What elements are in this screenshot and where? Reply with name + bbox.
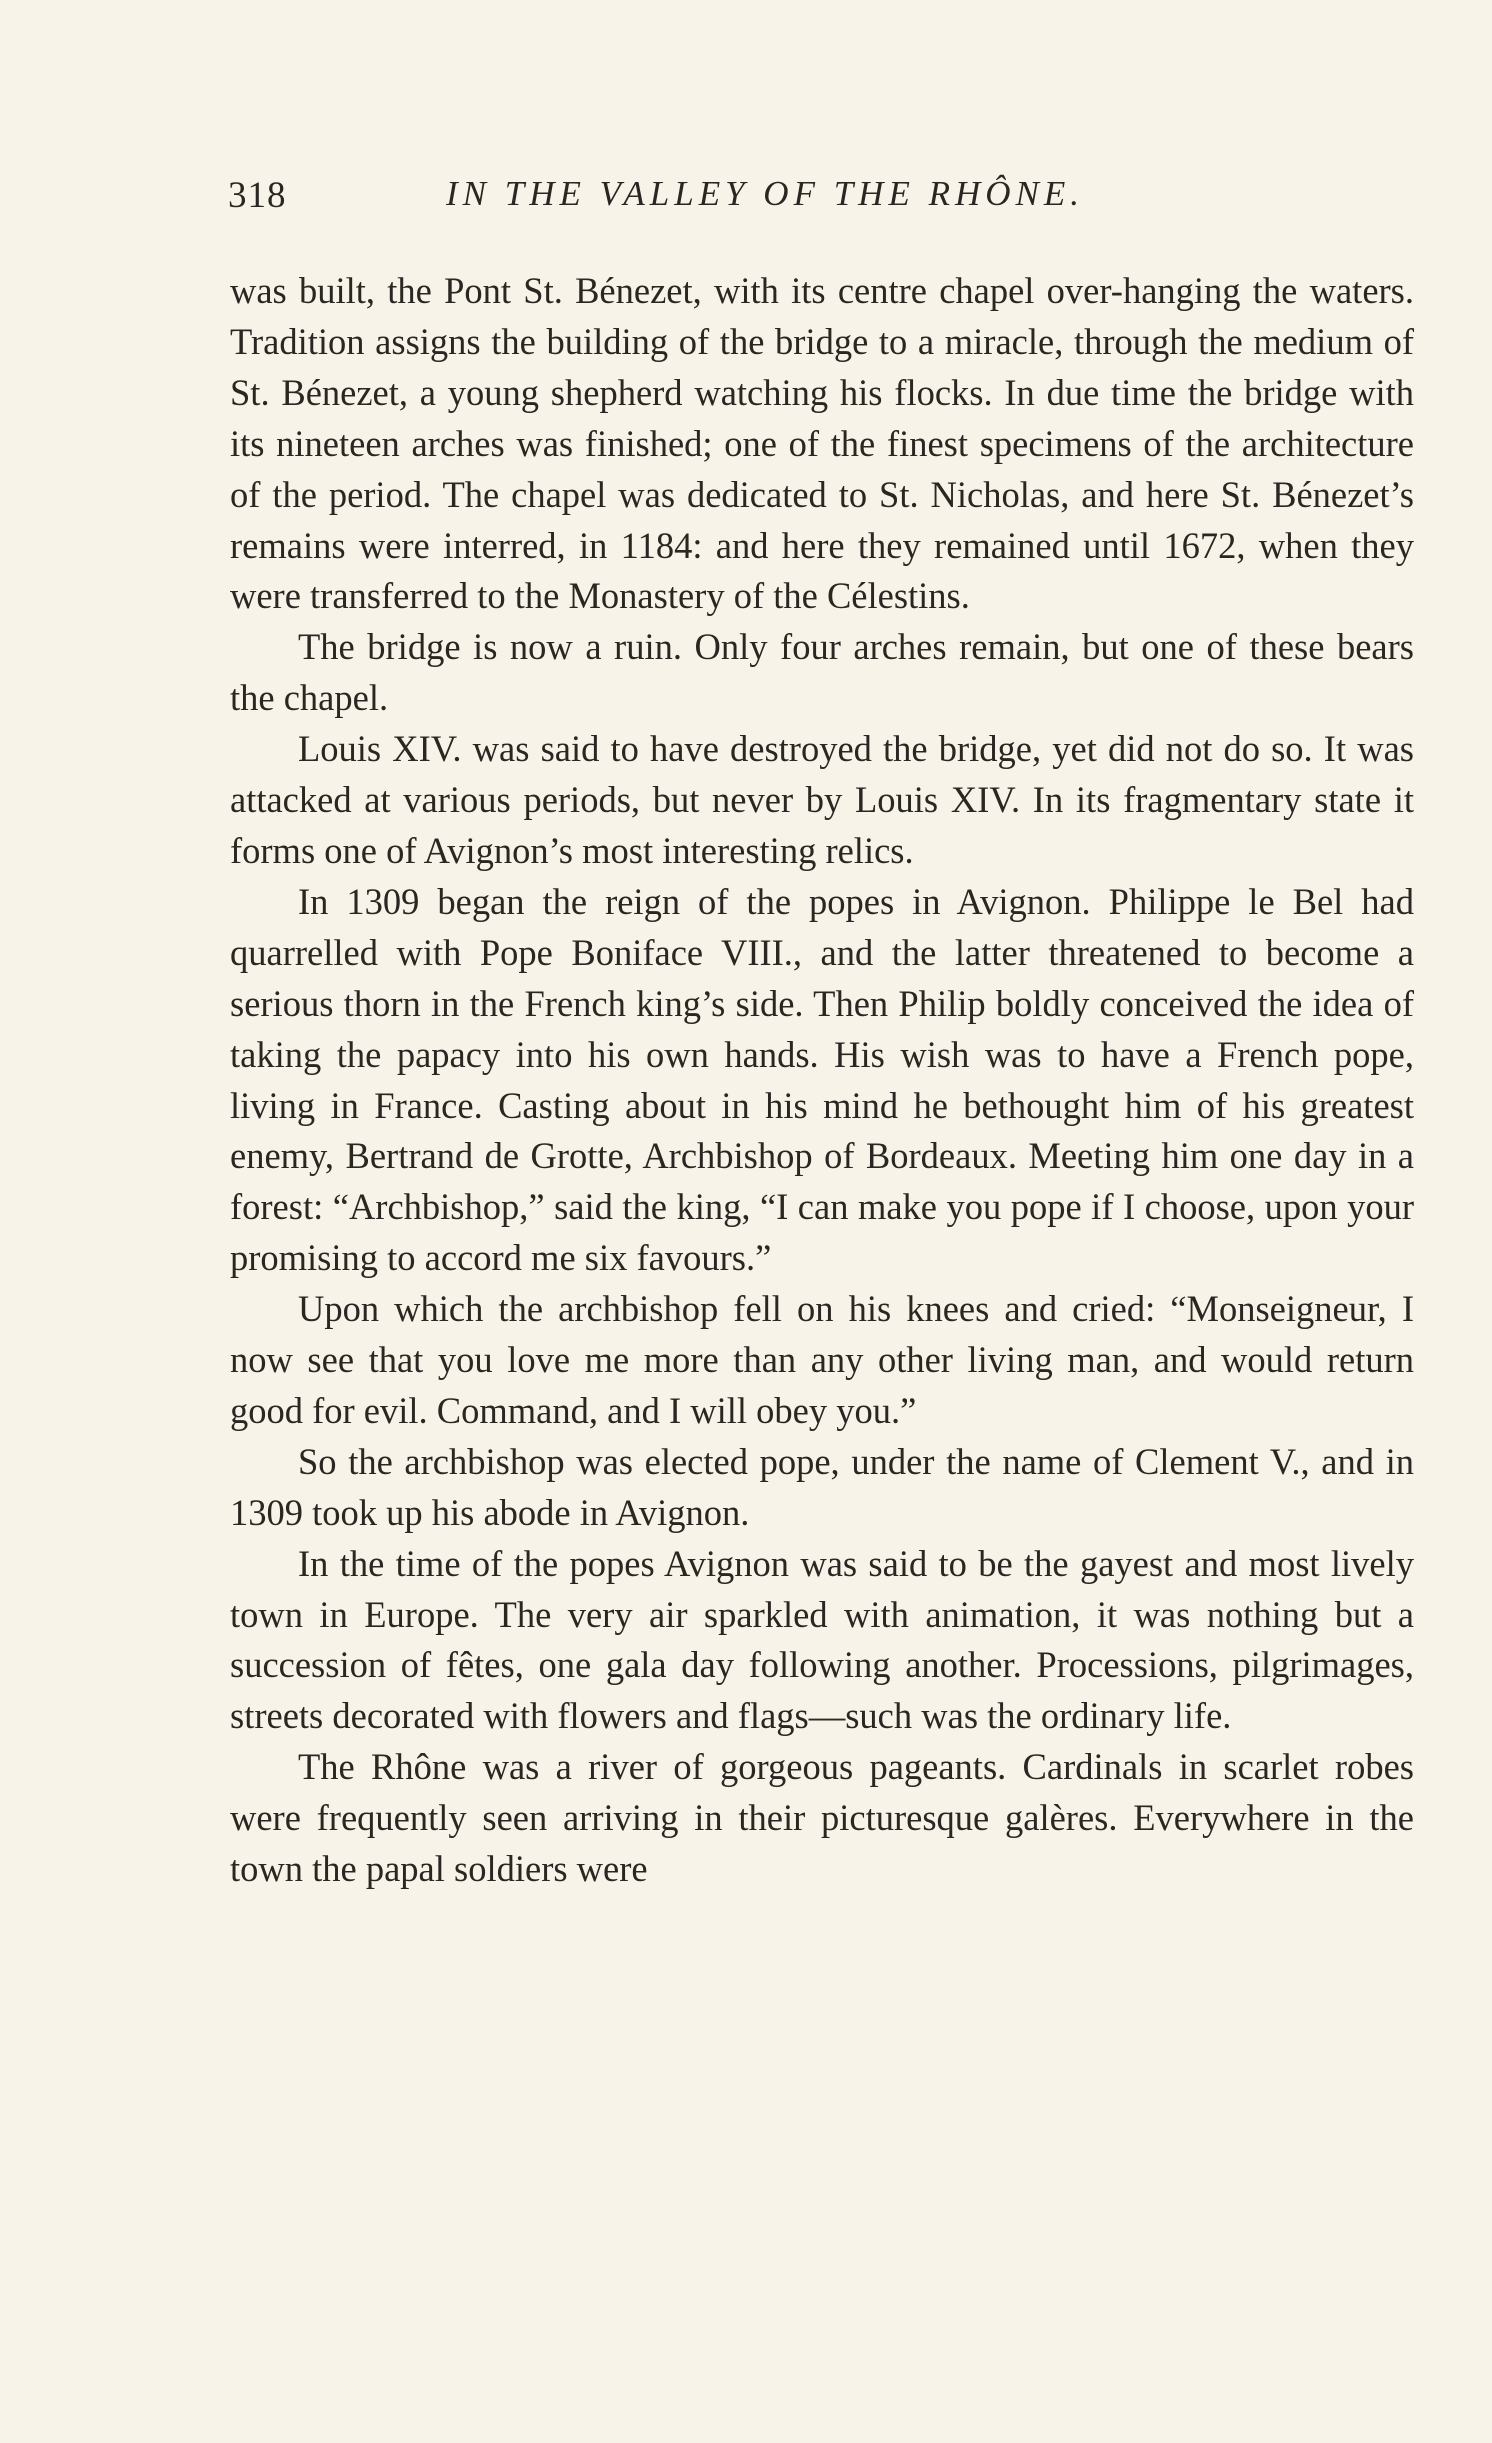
running-title: IN THE VALLEY OF THE RHÔNE.	[446, 174, 1084, 213]
paragraph-pont-st-benezet: was built, the Pont St. Bénezet, with its centre chapel over-hanging the waters. Tradition assigns the building of the bridge to a miracle, through the medium of St. Bénezet, a young shepherd watching his flocks. In due time the bridge with its nineteen arches was finished; one of the finest specimens of the architecture of the period. The chapel was dedicated to St. Nicholas, and here St. Bénezet’s remains were interred, in 1184: and here they remained until 1672, when they were transferred to the Monastery of the Célestins.	[230, 270, 1414, 617]
running-head	[228, 174, 1414, 224]
paragraph-archbishop-kneels: Upon which the archbishop fell on his knees and cried: “Monseigneur, I now see that you love me more than any other living man, and would return good for evil. Command, and I will obey you.”	[230, 1288, 1414, 1431]
paragraph-louis-xiv: Louis XIV. was said to have destroyed the bridge, yet did not do so. It was attacked at various periods, but never by Louis XIV. In its fragmentary state it forms one of Avignon’s most interesting relics.	[230, 728, 1414, 871]
body-text	[230, 266, 1414, 1895]
paragraph-gayest-town: In the time of the popes Avignon was said to be the gayest and most lively town in Europe. The very air sparkled with animation, it was nothing but a succession of fêtes, one gala day following another. Processions, pilgrimages, streets decorated with flowers and flags—such was the ordinary life.	[230, 1542, 1414, 1737]
paragraph-clement-v: So the archbishop was elected pope, under the name of Clement V., and in 1309 took up his abode in Avignon.	[230, 1440, 1414, 1533]
page-number: 318	[228, 175, 287, 216]
paragraph-bridge-ruin: The bridge is now a ruin. Only four arches remain, but one of these bears the chapel.	[230, 626, 1414, 719]
paragraph-rhone-pageants: The Rhône was a river of gorgeous pageants. Cardinals in scarlet robes were frequently seen arriving in their picturesque galères. Everywhere in the town the papal soldiers were	[230, 1746, 1414, 1890]
paragraph-reign-of-popes: In 1309 began the reign of the popes in Avignon. Philippe le Bel had quarrelled with Pope Boniface VIII., and the latter threatened to become a serious thorn in the French king’s side. Then Philip boldly conceived the idea of taking the papacy into his own hands. His wish was to have a French pope, living in France. Casting about in his mind he bethought him of his greatest enemy, Bertrand de Grotte, Archbishop of Bordeaux. Meeting him one day in a forest: “Archbishop,” said the king, “I can make you pope if I choose, upon your promising to accord me six favours.”	[230, 880, 1414, 1279]
